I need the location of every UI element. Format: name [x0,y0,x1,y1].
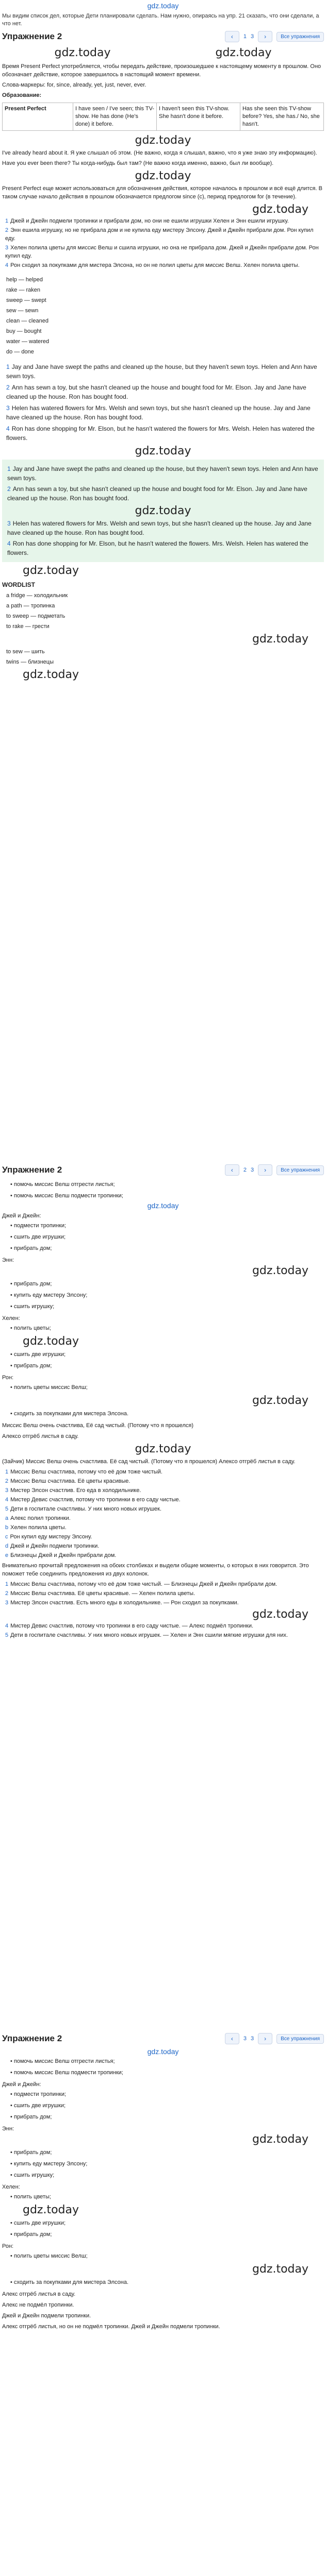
verb-form: sew — sewn [6,308,39,314]
wordlist-item: to sew — шить [6,649,45,655]
text-line: (Зайчик) Миссис Велш очень счастлива. Её сад чистый. (Потому что я прошелся) Алексо отгрёб листья в саду. [2,1459,296,1465]
task-item: • прибрать дом; [10,2229,324,2240]
watermark: gdz.today [23,564,79,577]
wordlist-title: WORDLIST [2,581,35,588]
task-item: • прибрать дом; [10,2111,324,2123]
list-item: 4 Мистер Девис счастлив, потому что тропинки в его саду чистые. — Алекс подмёл тропинки. [5,1623,254,1629]
table-cell: Present Perfect [3,103,73,131]
page-current: 3 [243,2036,247,2042]
task-item: • сшить две игрушки; [10,1349,324,1360]
watermark: gdz.today [135,134,191,147]
watermark: gdz.today [252,1608,308,1621]
task-item: • сходить за покупками для мистера Элсона. [10,1408,324,1419]
exercise-title: Упражнение 2 [2,31,62,41]
next-icon[interactable]: › [258,31,272,42]
list-item: a Алекс полил тропинки. [5,1515,71,1521]
person-label: Хелен: [2,2184,20,2190]
task-item: • прибрать дом; [10,1278,324,1290]
all-exercises-button[interactable]: Все упражнения [276,32,324,42]
watermark: gdz.today [252,2263,308,2276]
task-item: • сшить игрушку; [10,1301,324,1312]
task-item: • помочь миссис Велш подмести тропинки; [10,2067,324,2078]
exercise-header [2,1164,324,1176]
watermark: gdz.today [252,1264,308,1277]
watermark: gdz.today [135,504,191,517]
watermark: gdz.today [135,1443,191,1455]
list-item: 1 Миссис Велш счастлива, потому что её дом тоже чистый. [5,1469,162,1475]
watermark: gdz.today [135,445,191,457]
task-item: • сшить две игрушки; [10,2217,324,2229]
exercise-1-section [0,12,326,1161]
exercise-title: Упражнение 2 [2,1165,62,1175]
table-cell: I have seen / I've seen; this TV-show. He has done (He's done) it before. [73,103,157,131]
task-item: • подмести тропинки; [10,2089,324,2100]
task-item: • прибрать дом; [10,2147,324,2158]
wordlist-item: a fridge — холодильник [6,592,68,599]
page-total: 3 [251,2036,254,2042]
page-total: 3 [251,1167,254,1173]
watermark: gdz.today [215,46,272,59]
wordlist-item: a path — тропинка [6,603,55,609]
list-item: 1 Джей и Джейн подмели тропинки и прибрали дом, но они не ешили игрушки Хелен и Энн ешили игрушку. [5,218,289,224]
example-text: I've already heard about it. Я уже слышал об этом. (Не важно, когда я слышал, важно, что я уже знаю эту информацию). [2,150,317,156]
watermark: gdz.today [252,633,308,646]
verb-form: do — done [6,349,34,355]
watermark: gdz.today [147,2047,179,2056]
text-line: Алекс не подмёл тропинки. [2,2302,74,2308]
list-item: e Близнецы Джей и Джейн прибрали дом. [5,1552,117,1558]
list-item: 2 Миссис Велш счастлива. Её цветы красивые. [5,1478,131,1484]
task-item: • полить цветы; [10,2191,324,2202]
exercise-header [2,31,324,42]
wordlist-item: to rake — грести [6,623,50,630]
exercise-header [2,2033,324,2044]
prev-icon[interactable]: ‹ [225,1164,239,1176]
person-label: Джей и Джейн: [2,2081,41,2088]
sentence: 4 Ron has done shopping for Mr. Elson, but he hasn't watered the flowers for Mrs. Welsh. Helen has watered the flowers. [6,425,315,442]
exercise-3-section [0,2033,326,2576]
verb-form: rake — raken [6,287,41,293]
verb-form: sweep — swept [6,297,46,303]
task-item: • сходить за покупками для мистера Элсона. [10,2277,324,2288]
task-item: • сшить две игрушки; [10,2100,324,2111]
text-line: Джей и Джейн подмели тропинки. [2,2313,91,2319]
answer-sentence: 2 Ann has sewn a toy, but she hasn't cleaned up the house and bought food for Mr. Elson. Jay and Jane have cleaned up the house. Ron has bought food. [7,485,307,502]
list-item: 2 Энн ешила игрушку, но не прибрала дом и не купила еду мистеру Элсону. Джей и Джейн прибрали дом. Рон купил еду. [5,227,314,242]
example-text: Have you ever been there? Ты когда-нибудь был там? (Не важно когда именно, важно, был ли вообще). [2,160,274,166]
wordlist-item: to sweep — подметать [6,613,66,619]
exercise-nav [225,31,324,42]
site-logo[interactable]: gdz.today [147,2,179,10]
watermark: gdz.today [252,1394,308,1407]
prev-icon[interactable]: ‹ [225,2033,239,2044]
task-item: • помочь миссис Велш подмести тропинки; [10,1190,324,1201]
watermark: gdz.today [23,1335,79,1348]
person-label: Рон: [2,2243,14,2249]
watermark: gdz.today [54,46,111,59]
list-item: 1 Миссис Велш счастлива, потому что её дом тоже чистый. — Близнецы Джей и Джейн прибрали дом. [5,1581,278,1587]
task-item: • сшить игрушку; [10,2170,324,2181]
watermark: gdz.today [135,170,191,182]
sentence: 1 Jay and Jane have swept the paths and cleaned up the house, but they haven't sewn toys. Helen and Ann have sewn toys. [6,363,317,380]
task-item: • купить еду мистеру Элсону; [10,1290,324,1301]
list-item: 2 Миссис Велш счастлива. Её цветы красивые. — Хелен полила цветы. [5,1590,195,1597]
exercise-nav [225,2033,324,2044]
list-item: 3 Мистер Элсон счастлив. Его еда в холодильнике. [5,1487,141,1494]
task-item: • прибрать дом; [10,1243,324,1254]
verb-form: clean — cleaned [6,318,48,324]
grammar-table [2,103,324,131]
exercise-2-section [0,1164,326,2030]
person-label: Хелен: [2,1315,20,1321]
list-item: b Хелен полила цветы. [5,1524,67,1531]
person-label: Рон: [2,1375,14,1381]
task-item: • помочь миссис Велш отгрести листья; [10,2056,324,2067]
text-line: Алекс отгрёб листья, но он не подмёл тропинки. Джей и Джейн подмели тропинки. [2,2324,220,2330]
answer-sentence: 3 Helen has watered flowers for Mrs. Welsh and sewn toys, but she hasn't cleaned up the house. Jay and Jane have cleaned up the house. Ron has bought food. [7,520,312,536]
list-item: d Джей и Джейн подмели тропинки. [5,1543,100,1549]
verb-form: water — watered [6,338,50,345]
exercise-title: Упражнение 2 [2,2033,62,2043]
intro-text: Мы видим список дел, которые Дети планировали сделать. Нам нужно, опираясь на упр. 21 сказать, что они сделали, а что нет. [2,13,319,27]
watermark: gdz.today [23,2204,79,2216]
all-exercises-button[interactable]: Все упражнения [276,1165,324,1175]
task-item: • полить цветы; [10,1323,324,1334]
list-item: 5 Дети в госпитале счастливы. У них много новых игрушек. [5,1506,162,1512]
person-label: Энн: [2,2126,14,2132]
watermark: gdz.today [23,668,79,681]
person-label: Энн: [2,1257,14,1263]
rule-text: Время Present Perfect употребляется, чтобы передать действие, произошедшее к настоящему моменту в прошлом. Оно обозначает действие, которое завершилось в настоящий момент времени. [2,63,321,78]
text-line: Алекс отгрёб листья в саду. [2,2291,76,2297]
task-item: • полить цветы миссис Велш; [10,1382,324,1393]
list-item: 4 Мистер Девис счастлив, потому что тропинки в его саду чистые. [5,1497,181,1503]
watermark: gdz.today [252,2133,308,2146]
verb-form: buy — bought [6,328,42,334]
next-icon[interactable]: › [258,2033,272,2044]
sentence: 3 Helen has watered flowers for Mrs. Welsh and sewn toys, but she hasn't cleaned up the house. Jay and Jane have cleaned up the house. Ron has bought food. [6,404,311,421]
page-total: 3 [251,33,254,40]
answer-sentence: 1 Jay and Jane have swept the paths and cleaned up the house, but they haven't sewn toys. Helen and Ann have sewn toys. [7,465,318,482]
task-item: • сшить две игрушки; [10,1231,324,1243]
rule-text: Present Perfect еще может использоваться для обозначения действия, которое началось в прошлом и всё ещё длится. В таком случае начало действия в прошлом обозначается предлогом since (с), период предлогом for (в течение). [2,185,322,200]
table-cell: I haven't seen this TV-show. She hasn't done it before. [157,103,240,131]
task-item: • купить еду мистеру Элсону; [10,2158,324,2170]
list-item: c Рон купил еду мистеру Элсону. [5,1534,92,1540]
markers-text: Слова-маркеры: for, since, already, yet, just, never, ever. [2,82,146,88]
instruction-text: Внимательно прочитай предложения на обоих столбиках и выдели общие моменты, о которых в них говорится. Это поможет тебе соединить предложения из двух колонок. [2,1563,309,1577]
list-item: 3 Хелен полила цветы для миссис Велш и сшила игрушки, но она не прибрала дом. Джей и Джейн прибрали дом. Рон купил еду. [5,245,319,259]
answer-box [2,460,324,562]
text-line: Миссис Велш очень счастлива, Её сад чистый. (Потому что я прошелся) [2,1422,194,1429]
formation-label: Образование: [2,92,42,98]
prev-icon[interactable]: ‹ [225,31,239,42]
all-exercises-button[interactable]: Все упражнения [276,2034,324,2044]
person-label: Джей и Джейн: [2,1213,41,1219]
task-item: • помочь миссис Велш отгрести листья; [10,1179,324,1190]
list-item: 4 Рон сходил за покупками для мистера Элсона, но он не полил цветы для миссис Велш. Хелен полила цветы. [5,262,300,268]
next-icon[interactable]: › [258,1164,272,1176]
table-cell: Has she seen this TV-show before? Yes, she has./ No, she hasn't. [240,103,323,131]
list-item: 3 Мистер Элсон счастлив. Есть много еды в холодильнике. — Рон сходил за покупками. [5,1600,239,1606]
list-item: 5 Дети в госпитале счастливы. У них много новых игрушек. — Хелен и Энн сшили мягкие игрушки для них. [5,1632,288,1638]
watermark: gdz.today [147,1201,179,1210]
page-current: 2 [243,1167,247,1173]
task-item: • прибрать дом; [10,1360,324,1371]
text-line: Алексо отгрёб листья в саду. [2,1433,79,1439]
sentence: 2 Ann has sewn a toy, but she hasn't cleaned up the house and bought food for Mr. Elson. Jay and Jane have cleaned up the house. Ron has bought food. [6,384,306,400]
verb-form: help — helped [6,277,43,283]
task-item: • полить цветы миссис Велш; [10,2250,324,2262]
answer-sentence: 4 Ron has done shopping for Mr. Elson, but he hasn't watered the flowers. Mrs. Welsh. Helen has watered the flowers. [7,540,308,556]
wordlist-item: twins — близнецы [6,659,54,665]
task-item: • подмести тропинки; [10,1220,324,1231]
page-current: 1 [243,33,247,40]
exercise-nav [225,1164,324,1176]
watermark: gdz.today [252,203,308,216]
